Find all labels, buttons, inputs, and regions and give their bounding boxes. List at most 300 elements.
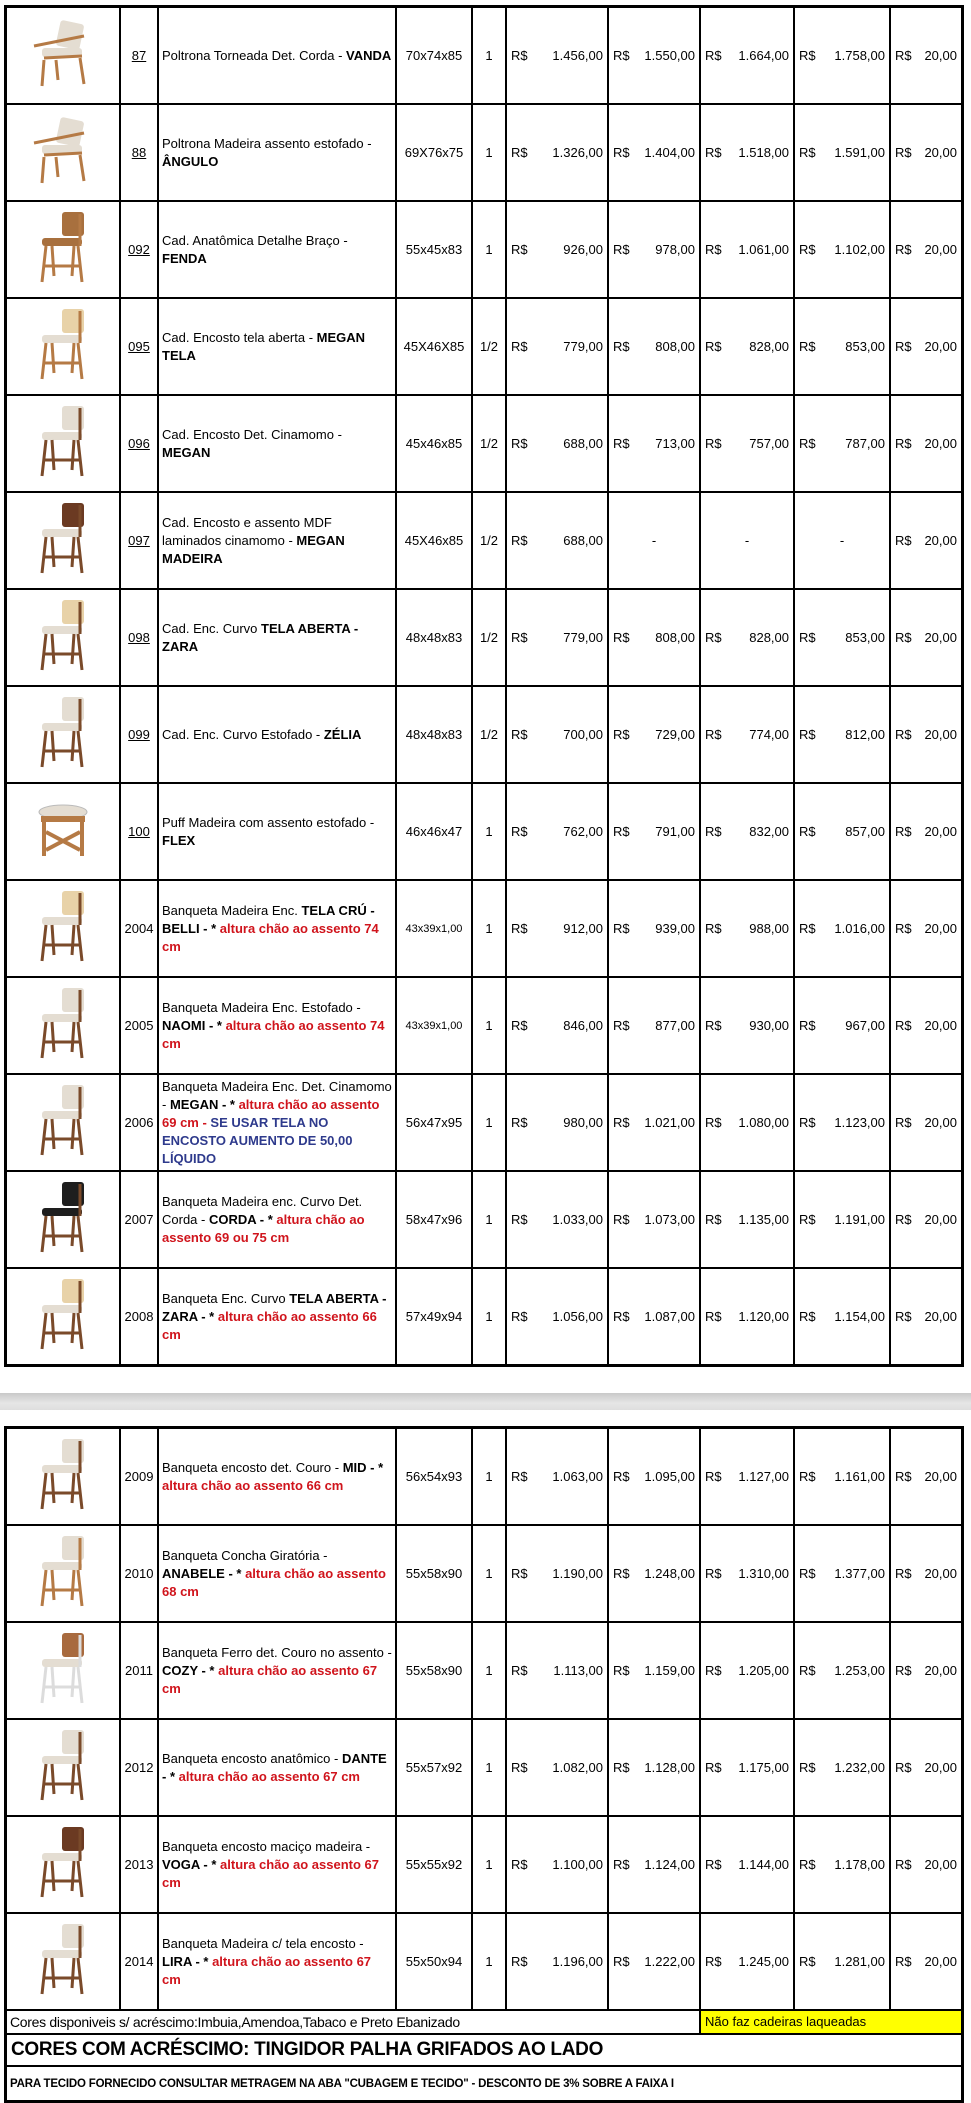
extra-value: 20,00 <box>924 920 957 936</box>
seat-height-note: altura chão ao assento 67 cm <box>162 1856 379 1890</box>
currency-label: R$ <box>799 629 816 645</box>
product-row <box>6 104 963 201</box>
description-text: Banqueta Madeira Enc. Det. Cinamomo - <box>162 1078 392 1112</box>
description-text: Banqueta Madeira enc. Curvo Det. Corda - <box>162 1193 363 1227</box>
currency-label: R$ <box>799 1211 816 1227</box>
price-tier-3 <box>700 1171 794 1268</box>
price-tier-3 <box>700 977 794 1074</box>
currency-label: R$ <box>705 1114 722 1130</box>
extra-value: 20,00 <box>924 1211 957 1227</box>
price-tier-1 <box>506 298 608 395</box>
product-volume: 1 <box>472 1913 506 2010</box>
product-code: 2005 <box>120 977 158 1074</box>
price-value: 846,00 <box>563 1017 603 1033</box>
price-value: 700,00 <box>563 726 603 742</box>
chair-curved-upholstered-icon <box>28 693 98 776</box>
product-image <box>6 1525 121 1622</box>
description-text: Poltrona Madeira assento estofado - <box>162 135 372 151</box>
extra-value: 20,00 <box>924 1017 957 1033</box>
extra-value: 20,00 <box>924 1114 957 1130</box>
price-value: 1.550,00 <box>644 47 695 63</box>
price-tier-3 <box>700 686 794 783</box>
currency-label: R$ <box>799 1017 816 1033</box>
extra-value: 20,00 <box>924 823 957 839</box>
currency-label: R$ <box>613 241 630 257</box>
product-image <box>6 686 121 783</box>
product-volume: 1 <box>472 1525 506 1622</box>
pouf-round-icon <box>28 790 98 873</box>
extra-value: 20,00 <box>924 1759 957 1775</box>
model-name: ANABELE - * <box>162 1565 246 1581</box>
currency-label: R$ <box>511 1565 528 1581</box>
model-name: MID - * <box>342 1459 384 1475</box>
product-row <box>6 1074 963 1171</box>
extra-charge <box>890 686 963 783</box>
product-description <box>158 7 396 105</box>
extra-value: 20,00 <box>924 47 957 63</box>
price-value: 757,00 <box>749 435 789 451</box>
price-value: 1.591,00 <box>834 144 885 160</box>
lacquer-note: Não faz cadeiras laqueadas <box>700 2010 962 2034</box>
model-name: TELA ABERTA - ZARA <box>162 620 359 654</box>
product-code: 2006 <box>120 1074 158 1171</box>
currency-label: R$ <box>613 1759 630 1775</box>
model-name: MEGAN <box>162 444 211 460</box>
available-colors-note: Cores disponiveis s/ acréscimo:Imbuia,Amendoa,Tabaco e Preto Ebanizado <box>6 2010 701 2034</box>
model-name: VANDA <box>346 47 392 63</box>
product-description <box>158 880 396 977</box>
product-dimensions: 46x46x47 <box>396 783 472 880</box>
price-value: 1.080,00 <box>738 1114 789 1130</box>
product-image <box>6 7 121 105</box>
product-volume: 1/2 <box>472 492 506 589</box>
price-value: 1.248,00 <box>644 1565 695 1581</box>
currency-label: R$ <box>511 629 528 645</box>
currency-label: R$ <box>895 1856 912 1872</box>
price-value: 877,00 <box>655 1017 695 1033</box>
description-text: Cad. Enc. Curvo Estofado - <box>162 726 324 742</box>
product-dimensions: 56x47x95 <box>396 1074 472 1171</box>
product-dimensions: 43x39x1,00 <box>396 977 472 1074</box>
price-tier-3 <box>700 1719 794 1816</box>
product-code[interactable]: 88 <box>120 104 158 201</box>
product-row <box>6 1622 963 1719</box>
product-dimensions: 55x55x92 <box>396 1816 472 1913</box>
price-value: 787,00 <box>845 435 885 451</box>
product-code[interactable]: 098 <box>120 589 158 686</box>
price-tier-1 <box>506 395 608 492</box>
price-tier-2 <box>608 686 700 783</box>
product-row <box>6 395 963 492</box>
price-tier-1 <box>506 1428 608 1526</box>
model-name: ÂNGULO <box>162 153 219 169</box>
price-value: 1.100,00 <box>552 1856 603 1872</box>
currency-label: R$ <box>895 1662 912 1678</box>
price-tier-4 <box>794 1428 890 1526</box>
currency-label: R$ <box>705 1017 722 1033</box>
description-text: Cad. Encosto e assento MDF laminados cinamomo - <box>162 514 332 548</box>
product-code[interactable]: 097 <box>120 492 158 589</box>
price-tier-3 <box>700 1622 794 1719</box>
extra-charge <box>890 880 963 977</box>
price-value: 774,00 <box>749 726 789 742</box>
description-text: Cad. Anatômica Detalhe Braço - <box>162 232 348 248</box>
product-code[interactable]: 099 <box>120 686 158 783</box>
price-tier-2 <box>608 7 700 105</box>
product-code: 2012 <box>120 1719 158 1816</box>
price-value: 1.102,00 <box>834 241 885 257</box>
price-value: 1.135,00 <box>738 1211 789 1227</box>
price-value: 1.518,00 <box>738 144 789 160</box>
price-tier-1 <box>506 1622 608 1719</box>
currency-label: R$ <box>613 629 630 645</box>
product-row <box>6 1525 963 1622</box>
price-tier-1 <box>506 1525 608 1622</box>
currency-label: R$ <box>895 1017 912 1033</box>
currency-label: R$ <box>705 1953 722 1969</box>
price-value: 1.222,00 <box>644 1953 695 1969</box>
product-description <box>158 589 396 686</box>
model-name: LIRA - * <box>162 1953 213 1969</box>
currency-label: R$ <box>705 1211 722 1227</box>
price-value: 967,00 <box>845 1017 885 1033</box>
price-value: 1.161,00 <box>834 1468 885 1484</box>
currency-label: R$ <box>705 435 722 451</box>
model-name: MEGAN - * <box>169 1096 239 1112</box>
price-tier-3 <box>700 1428 794 1526</box>
price-tier-1 <box>506 880 608 977</box>
description-text: Banqueta encosto maciço madeira - <box>162 1838 371 1854</box>
cane-surcharge-note: SE USAR TELA NO ENCOSTO AUMENTO DE 50,00 LÍQUIDO <box>162 1114 353 1166</box>
stool-megan-icon <box>28 1081 98 1164</box>
product-dimensions: 55x58x90 <box>396 1525 472 1622</box>
seat-height-note: altura chão ao assento 67 cm <box>178 1768 360 1784</box>
seat-height-note: altura chão ao assento 74 cm <box>162 920 379 954</box>
product-row <box>6 686 963 783</box>
price-value: 1.326,00 <box>552 144 603 160</box>
product-volume: 1 <box>472 977 506 1074</box>
price-tier-4 <box>794 395 890 492</box>
extra-charge <box>890 104 963 201</box>
product-description <box>158 1428 396 1526</box>
model-name: DANTE - * <box>162 1750 387 1784</box>
currency-label: R$ <box>511 1662 528 1678</box>
currency-label: R$ <box>705 1308 722 1324</box>
stool-iron-white-icon <box>28 1629 98 1712</box>
currency-label: R$ <box>799 1856 816 1872</box>
model-name: TELA ABERTA - ZARA - * <box>162 1290 387 1324</box>
currency-label: R$ <box>799 1308 816 1324</box>
price-value: 1.159,00 <box>644 1662 695 1678</box>
extra-charge <box>890 1171 963 1268</box>
product-image <box>6 1074 121 1171</box>
product-description <box>158 783 396 880</box>
price-tier-2 <box>608 783 700 880</box>
price-value: 832,00 <box>749 823 789 839</box>
extra-charge <box>890 1622 962 1719</box>
price-value: 808,00 <box>655 338 695 354</box>
description-text: Banqueta Enc. Curvo <box>162 1290 290 1306</box>
product-row <box>6 880 963 977</box>
price-tier-4 <box>794 977 890 1074</box>
price-tier-3 <box>700 298 794 395</box>
price-tier-2 <box>608 1525 700 1622</box>
currency-label: R$ <box>613 1308 630 1324</box>
model-name: MEGAN MADEIRA <box>162 532 345 566</box>
price-value: 853,00 <box>845 338 885 354</box>
price-value: 1.082,00 <box>552 1759 603 1775</box>
product-volume: 1 <box>472 1719 506 1816</box>
price-tier-2 <box>608 395 700 492</box>
product-dimensions: 55x50x94 <box>396 1913 472 2010</box>
product-image <box>6 1816 121 1913</box>
price-tier-3 <box>700 783 794 880</box>
product-description <box>158 395 396 492</box>
product-image <box>6 783 121 880</box>
currency-label: R$ <box>895 435 912 451</box>
price-value: 1.095,00 <box>644 1468 695 1484</box>
product-dimensions: 56x54x93 <box>396 1428 472 1526</box>
product-description <box>158 977 396 1074</box>
product-row <box>6 783 963 880</box>
currency-label: R$ <box>799 1468 816 1484</box>
product-volume: 1 <box>472 783 506 880</box>
price-value: 1.154,00 <box>834 1308 885 1324</box>
product-row <box>6 1719 963 1816</box>
seat-height-note: altura chão ao assento 68 cm <box>162 1565 386 1599</box>
currency-label: R$ <box>613 435 630 451</box>
price-tier-2 <box>608 298 700 395</box>
chair-wood-back-icon <box>28 499 98 582</box>
product-code: 2007 <box>120 1171 158 1268</box>
seat-height-note: altura chão ao assento 67 cm <box>162 1953 372 1987</box>
price-value: 1.016,00 <box>834 920 885 936</box>
product-description <box>158 686 396 783</box>
price-value: 930,00 <box>749 1017 789 1033</box>
product-description <box>158 201 396 298</box>
extra-value: 20,00 <box>924 1468 957 1484</box>
product-image <box>6 589 121 686</box>
currency-label: R$ <box>705 338 722 354</box>
currency-label: R$ <box>799 823 816 839</box>
price-value: 1.061,00 <box>738 241 789 257</box>
currency-label: R$ <box>799 1565 816 1581</box>
currency-label: R$ <box>511 1114 528 1130</box>
page-break <box>0 1393 971 1410</box>
product-code[interactable]: 092 <box>120 201 158 298</box>
product-code: 2013 <box>120 1816 158 1913</box>
price-value: 939,00 <box>655 920 695 936</box>
currency-label: R$ <box>511 1856 528 1872</box>
currency-label: R$ <box>895 1308 912 1324</box>
description-text: Cad. Enc. Curvo <box>162 620 261 636</box>
model-name: NAOMI - * <box>162 1017 226 1033</box>
product-code[interactable]: 096 <box>120 395 158 492</box>
product-volume: 1 <box>472 7 506 105</box>
product-dimensions: 48x48x83 <box>396 686 472 783</box>
currency-label: R$ <box>895 338 912 354</box>
currency-label: R$ <box>511 920 528 936</box>
product-description <box>158 1525 396 1622</box>
price-value: 1.245,00 <box>738 1953 789 1969</box>
model-name: MEGAN TELA <box>162 329 366 363</box>
product-row <box>6 1428 963 1526</box>
price-tier-4 <box>794 201 890 298</box>
price-tier-2 <box>608 880 700 977</box>
price-value: 926,00 <box>563 241 603 257</box>
extra-value: 20,00 <box>924 241 957 257</box>
product-description <box>158 104 396 201</box>
price-value: 1.664,00 <box>738 47 789 63</box>
price-value: 912,00 <box>563 920 603 936</box>
extra-charge <box>890 1913 962 2010</box>
price-value: 1.073,00 <box>644 1211 695 1227</box>
product-row <box>6 492 963 589</box>
currency-label: R$ <box>895 1211 912 1227</box>
price-tier-2 <box>608 1428 700 1526</box>
price-tier-4 <box>794 880 890 977</box>
stool-lira-icon <box>28 1920 98 2003</box>
price-tier-1 <box>506 1719 608 1816</box>
product-volume: 1 <box>472 1428 506 1526</box>
extra-charge <box>890 395 963 492</box>
price-tier-1 <box>506 7 608 105</box>
model-name: VOGA - * <box>162 1856 221 1872</box>
price-value: 1.033,00 <box>552 1211 603 1227</box>
model-name: FLEX <box>162 832 196 848</box>
price-tier-2 <box>608 1913 700 2010</box>
fabric-note: PARA TECIDO FORNECIDO CONSULTAR METRAGEM NA ABA "CUBAGEM E TECIDO" - DESCONTO DE 3% SOBRE A FAIXA I <box>6 2066 963 2102</box>
model-name: ZÉLIA <box>323 726 362 742</box>
description-text: Banqueta Ferro det. Couro no assento - <box>162 1644 392 1660</box>
currency-label: R$ <box>705 1565 722 1581</box>
product-dimensions: 55x45x83 <box>396 201 472 298</box>
currency-label: R$ <box>705 1856 722 1872</box>
price-tier-1 <box>506 1913 608 2010</box>
price-value: 1.404,00 <box>644 144 695 160</box>
product-code: 2004 <box>120 880 158 977</box>
price-value: 1.021,00 <box>644 1114 695 1130</box>
currency-label: R$ <box>799 47 816 63</box>
price-tier-4 <box>794 1171 890 1268</box>
price-tier-2: - <box>608 492 700 589</box>
model-name: CORDA - * <box>208 1211 277 1227</box>
extra-charge <box>890 1074 963 1171</box>
product-code: 2010 <box>120 1525 158 1622</box>
price-tier-1 <box>506 104 608 201</box>
product-volume: 1 <box>472 1268 506 1366</box>
description-text: Banqueta Madeira c/ tela encosto - <box>162 1935 364 1951</box>
product-dimensions: 70x74x85 <box>396 7 472 105</box>
currency-label: R$ <box>799 726 816 742</box>
stool-mid-icon <box>28 1435 98 1518</box>
price-tier-1 <box>506 686 608 783</box>
currency-label: R$ <box>613 1662 630 1678</box>
price-tier-1 <box>506 1268 608 1366</box>
currency-label: R$ <box>613 338 630 354</box>
product-image <box>6 1171 121 1268</box>
product-description <box>158 298 396 395</box>
price-value: 1.124,00 <box>644 1856 695 1872</box>
product-description <box>158 492 396 589</box>
currency-label: R$ <box>511 532 528 548</box>
product-row <box>6 977 963 1074</box>
seat-height-note: altura chão ao assento 74 cm <box>162 1017 385 1051</box>
product-volume: 1 <box>472 1171 506 1268</box>
product-code: 2009 <box>120 1428 158 1526</box>
stool-voga-icon <box>28 1823 98 1906</box>
price-table-page-1 <box>4 5 964 1367</box>
armchair-wood-upholstered-icon <box>28 111 98 194</box>
currency-label: R$ <box>705 1468 722 1484</box>
price-tier-3 <box>700 1816 794 1913</box>
extra-value: 20,00 <box>924 629 957 645</box>
product-description <box>158 1074 396 1171</box>
chair-curved-cane-icon <box>28 596 98 679</box>
product-image <box>6 1622 121 1719</box>
price-tier-2 <box>608 589 700 686</box>
currency-label: R$ <box>705 823 722 839</box>
currency-label: R$ <box>895 1953 912 1969</box>
price-value: 791,00 <box>655 823 695 839</box>
product-dimensions: 43x39x1,00 <box>396 880 472 977</box>
product-code[interactable]: 100 <box>120 783 158 880</box>
price-tier-1 <box>506 1171 608 1268</box>
currency-label: R$ <box>613 1565 630 1581</box>
price-tier-2 <box>608 1816 700 1913</box>
product-volume: 1 <box>472 1074 506 1171</box>
product-code: 2008 <box>120 1268 158 1366</box>
price-value: 1.205,00 <box>738 1662 789 1678</box>
price-tier-4 <box>794 1913 890 2010</box>
extra-charge <box>890 201 963 298</box>
model-name: FENDA <box>162 250 207 266</box>
price-value: 808,00 <box>655 629 695 645</box>
price-value: 1.128,00 <box>644 1759 695 1775</box>
currency-label: R$ <box>705 1759 722 1775</box>
currency-label: R$ <box>799 241 816 257</box>
price-value: 1.310,00 <box>738 1565 789 1581</box>
product-code[interactable]: 095 <box>120 298 158 395</box>
product-image <box>6 395 121 492</box>
product-volume: 1 <box>472 201 506 298</box>
product-row <box>6 1816 963 1913</box>
currency-label: R$ <box>799 435 816 451</box>
currency-label: R$ <box>895 920 912 936</box>
price-tier-4 <box>794 1074 890 1171</box>
extra-charge <box>890 783 963 880</box>
product-description <box>158 1171 396 1268</box>
extra-value: 20,00 <box>924 338 957 354</box>
product-row <box>6 1913 963 2010</box>
currency-label: R$ <box>799 338 816 354</box>
price-value: 980,00 <box>563 1114 603 1130</box>
product-row <box>6 201 963 298</box>
product-dimensions: 57x49x94 <box>396 1268 472 1366</box>
price-tier-4 <box>794 298 890 395</box>
description-text: Banqueta encosto det. Couro - <box>162 1459 343 1475</box>
price-value: 978,00 <box>655 241 695 257</box>
product-image <box>6 880 121 977</box>
description-text: Banqueta encosto anatômico - <box>162 1750 342 1766</box>
price-tier-2 <box>608 1268 700 1366</box>
product-description <box>158 1719 396 1816</box>
product-image <box>6 1268 121 1366</box>
price-tier-3 <box>700 880 794 977</box>
product-code[interactable]: 87 <box>120 7 158 105</box>
price-tier-1 <box>506 1074 608 1171</box>
model-name: COZY - * <box>162 1662 219 1678</box>
